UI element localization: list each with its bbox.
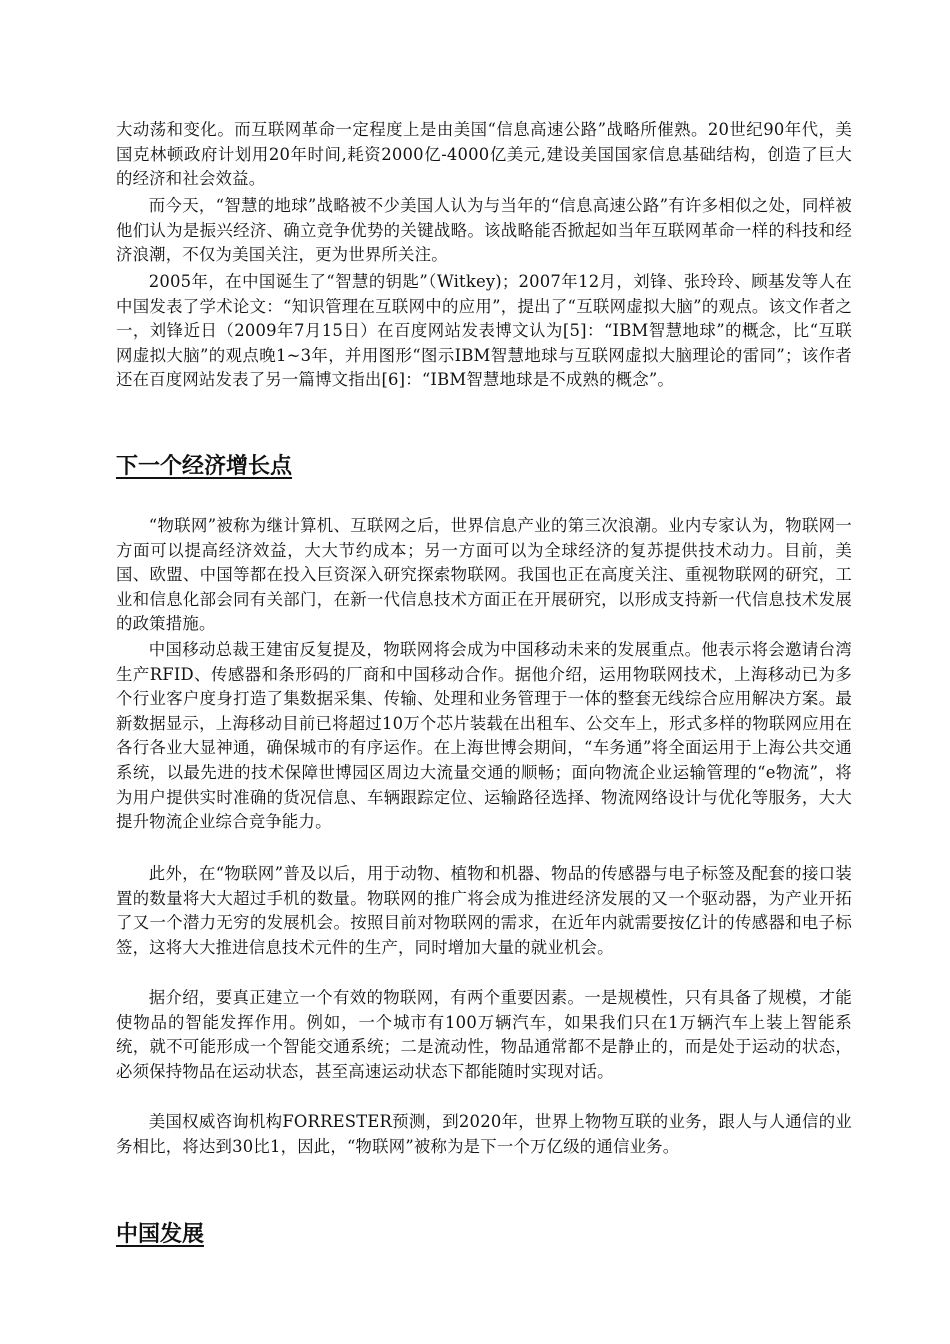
paragraph-scale-mobility: 据介绍，要真正建立一个有效的物联网，有两个重要因素。一是规模性，只有具备了规模，才能使物品的智能发挥作用。例如，一个城市有100万辆汽车，如果我们只在1万辆汽车上装上智能系统，就不可能形成一个智能交通系统；二是流动性，物品通常都不是静止的，而是处于运动的状态，必须保持物品在运动状态，甚至高速运动状态下都能随时实现对话。 (116, 988, 852, 1081)
paragraph-china-mobile: 中国移动总裁王建宙反复提及，物联网将会成为中国移动未来的发展重点。他表示将会邀请台湾生产RFID、传感器和条形码的厂商和中国移动合作。据他介绍，运用物联网技术，上海移动已为多个行业客户度身打造了集数据采集、传输、处理和业务管理于一体的整套无线综合应用解决方案。最新数据显示，上海移动目前已将超过10万个芯片装载在出租车、公交车上，形式多样的物联网应用在各行各业大显神通，确保城市的有序运作。在上海世博会期间，“车务通”将全面运用于上海公共交通系统，以最先进的技术保障世博园区周边大流量交通的顺畅；面向物流企业运输管理的“e物流”，将为用户提供实时准确的货况信息、车辆跟踪定位、运输路径选择、物流网络设计与优化等服务，大大提升物流企业综合竞争能力。 (116, 640, 852, 832)
paragraph-forrester: 美国权威咨询机构FORRESTER预测，到2020年，世界上物物互联的业务，跟人与人通信的业务相比，将达到30比1，因此，“物联网”被称为是下一个万亿级的通信业务。 (116, 1112, 852, 1156)
paragraph-witkey: 2005年，在中国诞生了“智慧的钥匙”（Witkey)；2007年12月，刘锋、张玲玲、顾基发等人在中国发表了学术论文：“知识管理在互联网中的应用”，提出了“互联网虚拟大脑”的观点。该文作者之一，刘锋近日（2009年7月15日）在百度网站发表博文认为[5]：“IBM智慧地球”的概念，比“互联网虚拟大脑”的观点晚1~3年，并用图形“图示IBM智慧地球与互联网虚拟大脑理论的雷同”；该作者还在百度网站发表了另一篇博文指出[6]：“IBM智慧地球是不成熟的概念”。 (116, 272, 852, 390)
section-heading-china-development: 中国发展 (116, 1222, 205, 1247)
section-heading-economic-growth: 下一个经济增长点 (116, 454, 293, 479)
paragraph-sensors: 此外，在“物联网”普及以后，用于动物、植物和机器、物品的传感器与电子标签及配套的接口装置的数量将大大超过手机的数量。物联网的推广将会成为推进经济发展的又一个驱动器，为产业开拓了又一个潜力无穷的发展机会。按照目前对物联网的需求，在近年内就需要按亿计的传感器和电子标签，这将大大推进信息技术元件的生产，同时增加大量的就业机会。 (116, 864, 852, 957)
paragraph-iot-third-wave: “物联网”被称为继计算机、互联网之后，世界信息产业的第三次浪潮。业内专家认为，物联网一方面可以提高经济效益，大大节约成本；另一方面可以为全球经济的复苏提供技术动力。目前，美国、欧盟、中国等都在投入巨资深入研究探索物联网。我国也正在高度关注、重视物联网的研究，工业和信息化部会同有关部门，在新一代信息技术方面正在开展研究，以形成支持新一代信息技术发展的政策措施。 (116, 516, 852, 634)
paragraph-info-highway: 大动荡和变化。而互联网革命一定程度上是由美国“信息高速公路”战略所催熟。20世纪90年代，美国克林顿政府计划用20年时间,耗资2000亿-4000亿美元,建设美国国家信息基础结构，创造了巨大的经济和社会效益。 (116, 120, 852, 189)
paragraph-smart-planet: 而今天，“智慧的地球”战略被不少美国人认为与当年的“信息高速公路”有许多相似之处，同样被他们认为是振兴经济、确立竞争优势的关键战略。该战略能否掀起如当年互联网革命一样的科技和经济浪潮，不仅为美国关注，更为世界所关注。 (116, 196, 852, 265)
